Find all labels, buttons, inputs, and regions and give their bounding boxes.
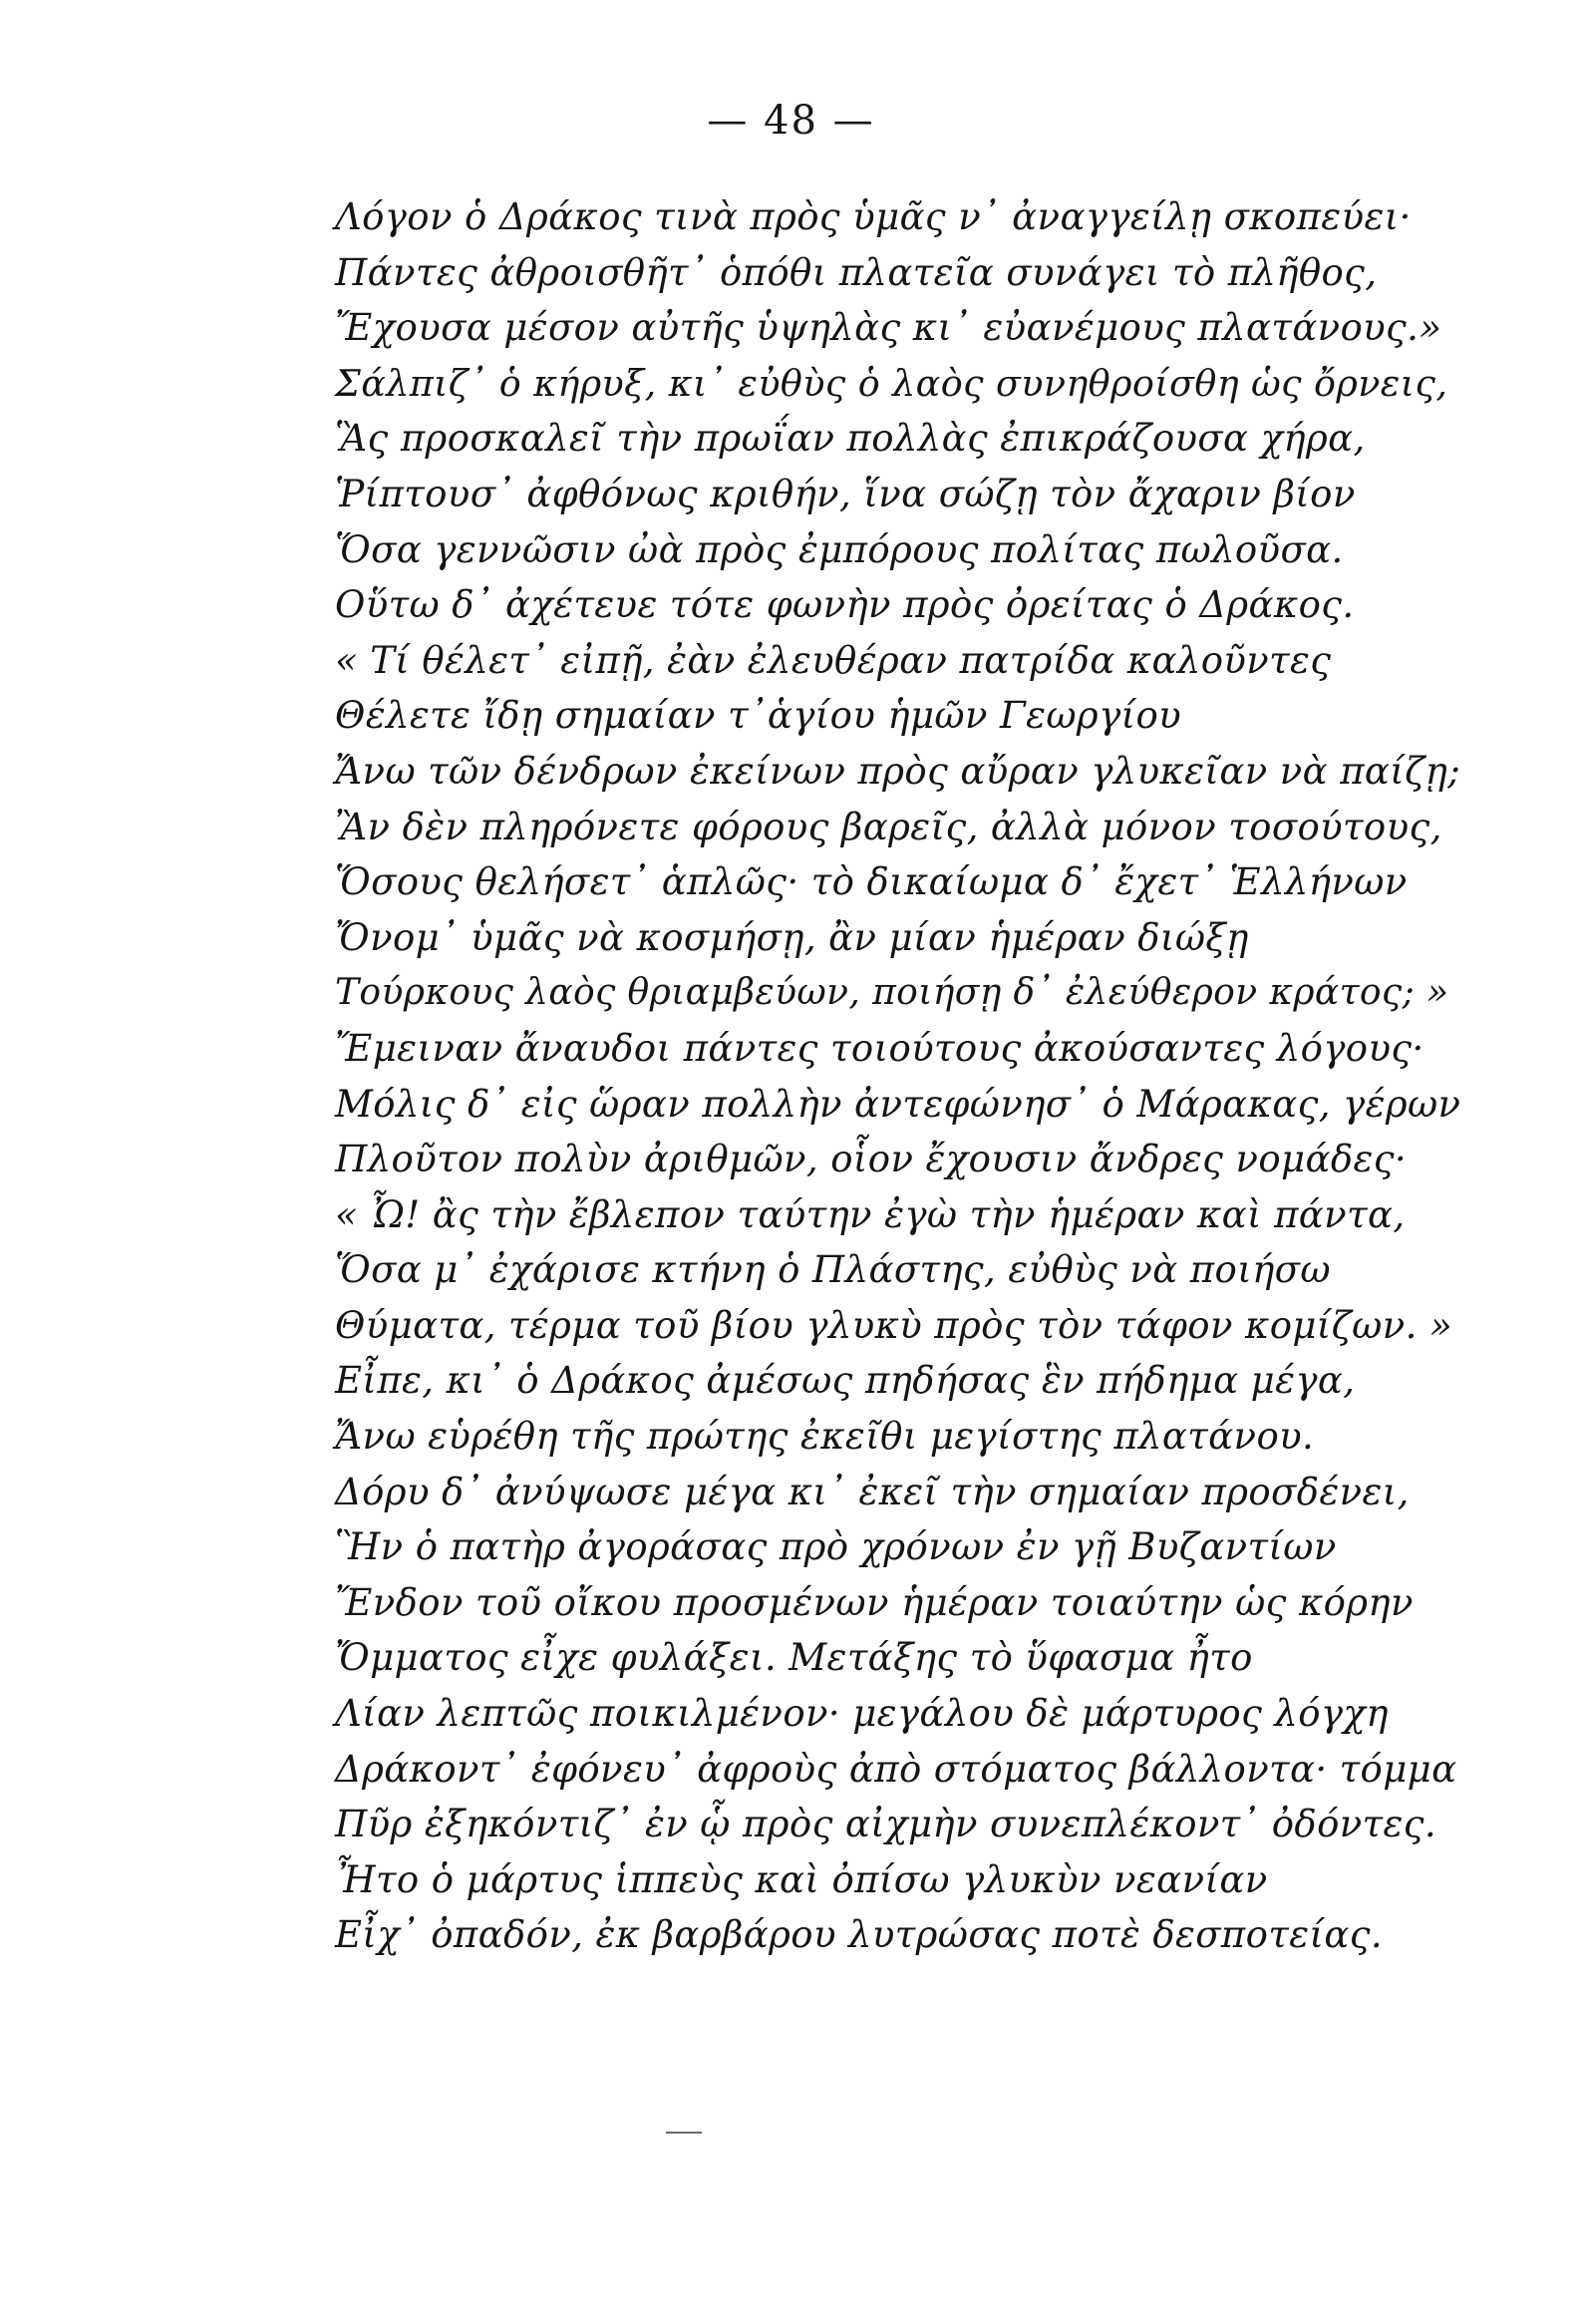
verse-line: Ἣν ὁ πατὴρ ἀγοράσας πρὸ χρόνων ἐν γῇ Βυζαντίων — [335, 1525, 1337, 1569]
end-rule — [666, 2132, 702, 2134]
verse-line: Δράκοντ᾽ ἐφόνευ᾽ ἀφροὺς ἀπὸ στόματος βάλλοντα· τόμμα — [335, 1747, 1457, 1791]
verse-line: Ἔμειναν ἄναυδοι πάντες τοιούτους ἀκούσαντες λόγους· — [335, 1026, 1424, 1070]
verse-line: Λόγον ὁ Δράκος τινὰ πρὸς ὑμᾶς ν᾽ ἀναγγείλῃ σκοπεύει· — [335, 195, 1412, 238]
verse-line: Πλοῦτον πολὺν ἀριθμῶν, οἷον ἔχουσιν ἄνδρες νομάδες· — [335, 1138, 1408, 1181]
verse-line: Ὄμματος εἶχε φυλάξει. Μετάξης τὸ ὕφασμα ἦτο — [335, 1636, 1253, 1680]
verse-line: « Τί θέλετ᾽ εἰπῇ, ἐὰν ἐλευθέραν πατρίδα καλοῦντες — [335, 638, 1332, 682]
verse-line: Ῥίπτουσ᾽ ἀφθόνως κριθήν, ἵνα σώζῃ τὸν ἄχαριν βίον — [335, 472, 1356, 515]
verse-line: Ἂν δὲν πληρόνετε φόρους βαρεῖς, ἀλλὰ μόνον τοσούτους, — [335, 805, 1442, 848]
verse-line: Ἔνδον τοῦ οἴκου προσμένων ἡμέραν τοιαύτην ὡς κόρην — [335, 1580, 1414, 1624]
verse-line: Οὕτω δ᾽ ἀχέτευε τότε φωνὴν πρὸς ὀρείτας ὁ Δράκος. — [335, 583, 1355, 627]
verse-line: Ἦτο ὁ μάρτυς ἱππεὺς καὶ ὀπίσω γλυκὺν νεανίαν — [335, 1857, 1268, 1901]
verse-line: Πῦρ ἐξηκόντιζ᾽ ἐν ᾧ πρὸς αἰχμὴν συνεπλέκοντ᾽ ὀδόντες. — [335, 1803, 1437, 1846]
verse-line: Τούρκους λαὸς θριαμβεύων, ποιήσῃ δ᾽ ἐλεύθερον κράτος; » — [335, 972, 1449, 1014]
poem-text — [335, 189, 1461, 1963]
verse-line: Πάντες ἀθροισθῆτ᾽ ὁπόθι πλατεῖα συνάγει τὸ πλῆθος, — [335, 250, 1378, 294]
verse-line: Μόλις δ᾽ εἰς ὥραν πολλὴν ἀντεφώνησ᾽ ὁ Μάρακας, γέρων — [335, 1082, 1461, 1126]
verse-line: Θέλετε ἴδῃ σημαίαν τ᾽ἁγίου ἡμῶν Γεωργίου — [335, 694, 1182, 738]
verse-line: Σάλπιζ᾽ ὁ κήρυξ, κι᾽ εὐθὺς ὁ λαὸς συνηθροίσθη ὡς ὄρνεις, — [335, 361, 1448, 405]
verse-line: Εἶχ᾽ ὀπαδόν, ἐκ βαρβάρου λυτρώσας ποτὲ δεσποτείας. — [335, 1913, 1384, 1957]
verse-line: « Ὦ! ἂς τὴν ἔβλεπον ταύτην ἐγὼ τὴν ἡμέραν καὶ πάντα, — [335, 1192, 1406, 1236]
verse-line: Ὅσα γεννῶσιν ὠὰ πρὸς ἐμπόρους πολίτας πωλοῦσα. — [335, 527, 1344, 571]
page-number: — 48 — — [707, 98, 875, 144]
verse-line: Ἄνω εὑρέθη τῆς πρώτης ἐκεῖθι μεγίστης πλατάνου. — [335, 1415, 1315, 1459]
verse-line: Ἄνω τῶν δένδρων ἐκείνων πρὸς αὔραν γλυκεῖαν νὰ παίζῃ; — [335, 749, 1461, 793]
verse-line: Θύματα, τέρμα τοῦ βίου γλυκὺ πρὸς τὸν τάφον κομίζων. » — [335, 1303, 1452, 1347]
verse-line: Ὅσα μ᾽ ἐχάρισε κτήνη ὁ Πλάστης, εὐθὺς νὰ ποιήσω — [335, 1248, 1331, 1292]
verse-line: Λίαν λεπτῶς ποικιλμένον· μεγάλου δὲ μάρτυρος λόγχη — [335, 1692, 1389, 1736]
verse-line: Δόρυ δ᾽ ἀνύψωσε μέγα κι᾽ ἐκεῖ τὴν σημαίαν προσδένει, — [335, 1470, 1410, 1513]
verse-line: Ἃς προσκαλεῖ τὴν πρωΐαν πολλὰς ἐπικράζουσα χήρα, — [335, 417, 1366, 461]
verse-line: Ὄνομ᾽ ὑμᾶς νὰ κοσμήσῃ, ἂν μίαν ἡμέραν διώξῃ — [335, 915, 1249, 959]
verse-line: Ὅσους θελήσετ᾽ ἁπλῶς· τὸ δικαίωμα δ᾽ ἔχετ᾽ Ἑλλήνων — [335, 860, 1408, 904]
verse-line: Ἔχουσα μέσον αὐτῆς ὑψηλὰς κι᾽ εὐανέμους πλατάνους.» — [335, 306, 1442, 350]
verse-line: Εἶπε, κι᾽ ὁ Δράκος ἀμέσως πηδήσας ἓν πήδημα μέγα, — [335, 1359, 1356, 1403]
